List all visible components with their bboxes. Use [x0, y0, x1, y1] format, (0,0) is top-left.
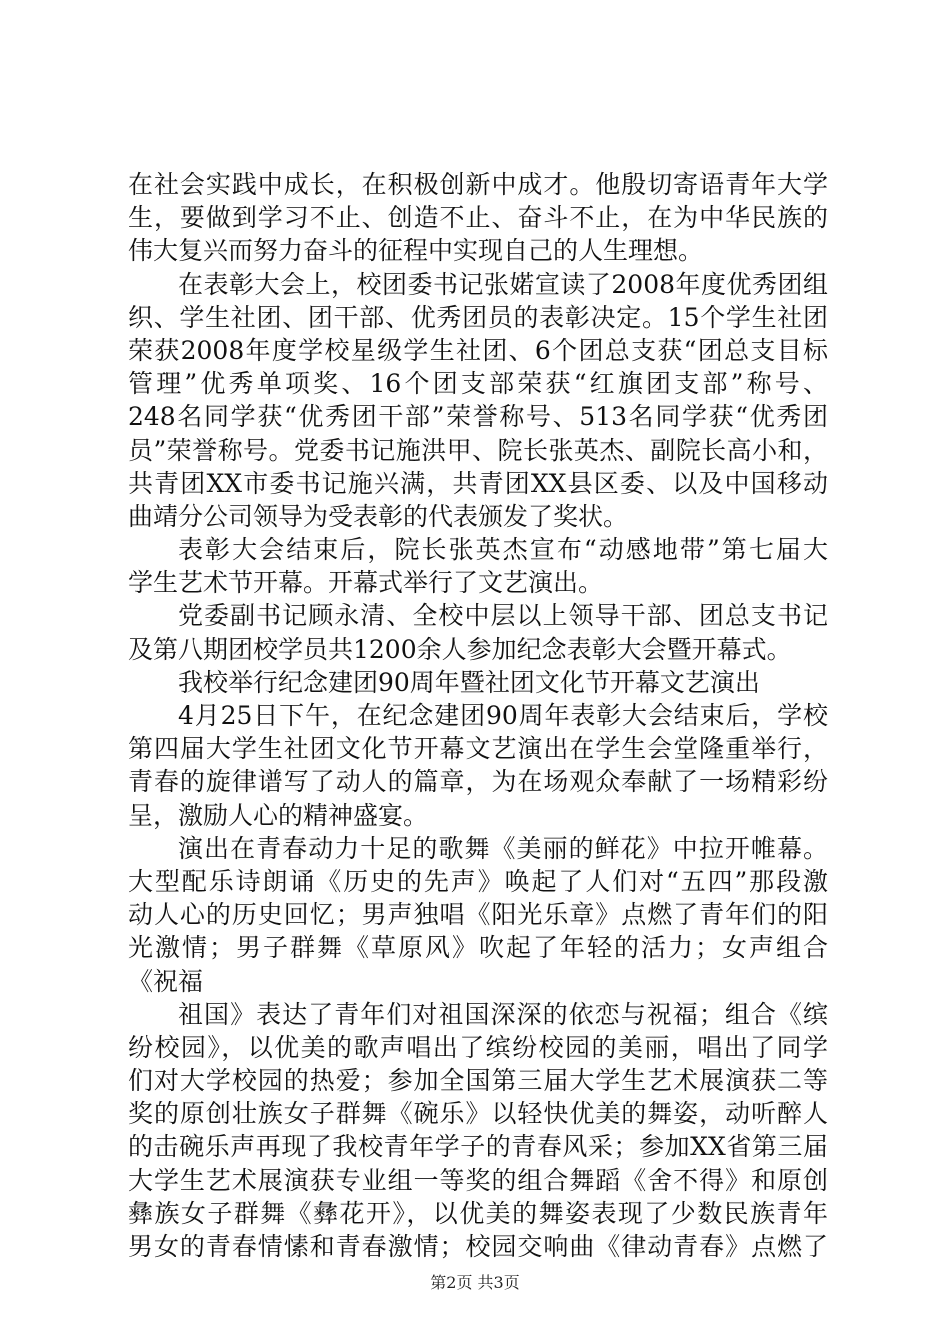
text-line: 彝族女子群舞《彝花开》，以优美的舞姿表现了少数民族青年: [128, 1198, 828, 1228]
text-line: 曲靖分公司领导为受表彰的代表颁发了奖状。: [128, 501, 629, 531]
text-line: 管理”优秀单项奖、16个团支部荣获“红旗团支部”称号、: [128, 369, 828, 399]
text-line: 我校举行纪念建团90周年暨社团文化节开幕文艺演出: [178, 667, 760, 697]
text-line: 在社会实践中成长，在积极创新中成才。他殷切寄语青年大学: [128, 170, 828, 199]
text-line: 《祝福: [128, 966, 204, 996]
text-line: 大学生艺术展演获专业组一等奖的组合舞蹈《舍不得》和原创: [128, 1165, 828, 1195]
text-line: 们对大学校园的热爱；参加全国第三届大学生艺术展演获二等: [128, 1066, 828, 1096]
text-line: 祖国》表达了青年们对祖国深深的依恋与祝福；组合《缤: [178, 999, 828, 1029]
text-line: 织、学生社团、团干部、优秀团员的表彰决定。15个学生社团: [128, 302, 828, 332]
text-line: 荣获2008年度学校星级学生社团、6个团总支获“团总支目标: [128, 335, 828, 365]
text-line: 表彰大会结束后，院长张英杰宣布“动感地带”第七届大: [178, 535, 828, 565]
text-line: 生，要做到学习不止、创造不止、奋斗不止，在为中华民族的: [128, 203, 828, 233]
document-body: [128, 168, 828, 1263]
text-line: 共青团XX市委书记施兴满，共青团XX县区委、以及中国移动: [128, 468, 828, 498]
text-line: 光激情；男子群舞《草原风》吹起了年轻的活力；女声组合: [128, 933, 828, 963]
text-line: 动人心的历史回忆；男声独唱《阳光乐章》点燃了青年们的阳: [128, 900, 828, 930]
text-line: 青春的旋律谱写了动人的篇章，为在场观众奉献了一场精彩纷: [128, 767, 828, 797]
text-line: 员”荣誉称号。党委书记施洪甲、院长张英杰、副院长高小和，: [128, 435, 828, 465]
text-line: 呈，激励人心的精神盛宴。: [128, 800, 429, 830]
text-line: 在表彰大会上，校团委书记张婼宣读了2008年度优秀团组: [178, 269, 828, 299]
text-line: 4月25日下午，在纪念建团90周年表彰大会结束后，学校: [178, 701, 828, 730]
text-line: 伟大复兴而努力奋斗的征程中实现自己的人生理想。: [128, 236, 704, 266]
text-line: 学生艺术节开幕。开幕式举行了文艺演出。: [128, 568, 604, 598]
text-line: 大型配乐诗朗诵《历史的先声》唤起了人们对“五四”那段激: [128, 866, 828, 896]
text-line: 纷校园》，以优美的歌声唱出了缤纷校园的美丽，唱出了同学: [128, 1032, 828, 1062]
text-line: 248名同学获“优秀团干部”荣誉称号、513名同学获“优秀团: [128, 402, 828, 432]
text-line: 及第八期团校学员共1200余人参加纪念表彰大会暨开幕式。: [128, 634, 792, 664]
text-line: 演出在青春动力十足的歌舞《美丽的鲜花》中拉开帷幕。: [178, 833, 828, 863]
page-number-footer: 第2页 共3页: [430, 1273, 520, 1292]
text-line: 的击碗乐声再现了我校青年学子的青春风采；参加XX省第三届: [128, 1132, 828, 1162]
text-line: 党委副书记顾永清、全校中层以上领导干部、团总支书记: [178, 601, 828, 631]
text-line: 第四届大学生社团文化节开幕文艺演出在学生会堂隆重举行，: [128, 734, 828, 764]
text-line: 奖的原创壮族女子群舞《碗乐》以轻快优美的舞姿，动听醉人: [128, 1099, 828, 1129]
text-line: 男女的青春情愫和青春激情；校园交响曲《律动青春》点燃了: [128, 1232, 828, 1261]
